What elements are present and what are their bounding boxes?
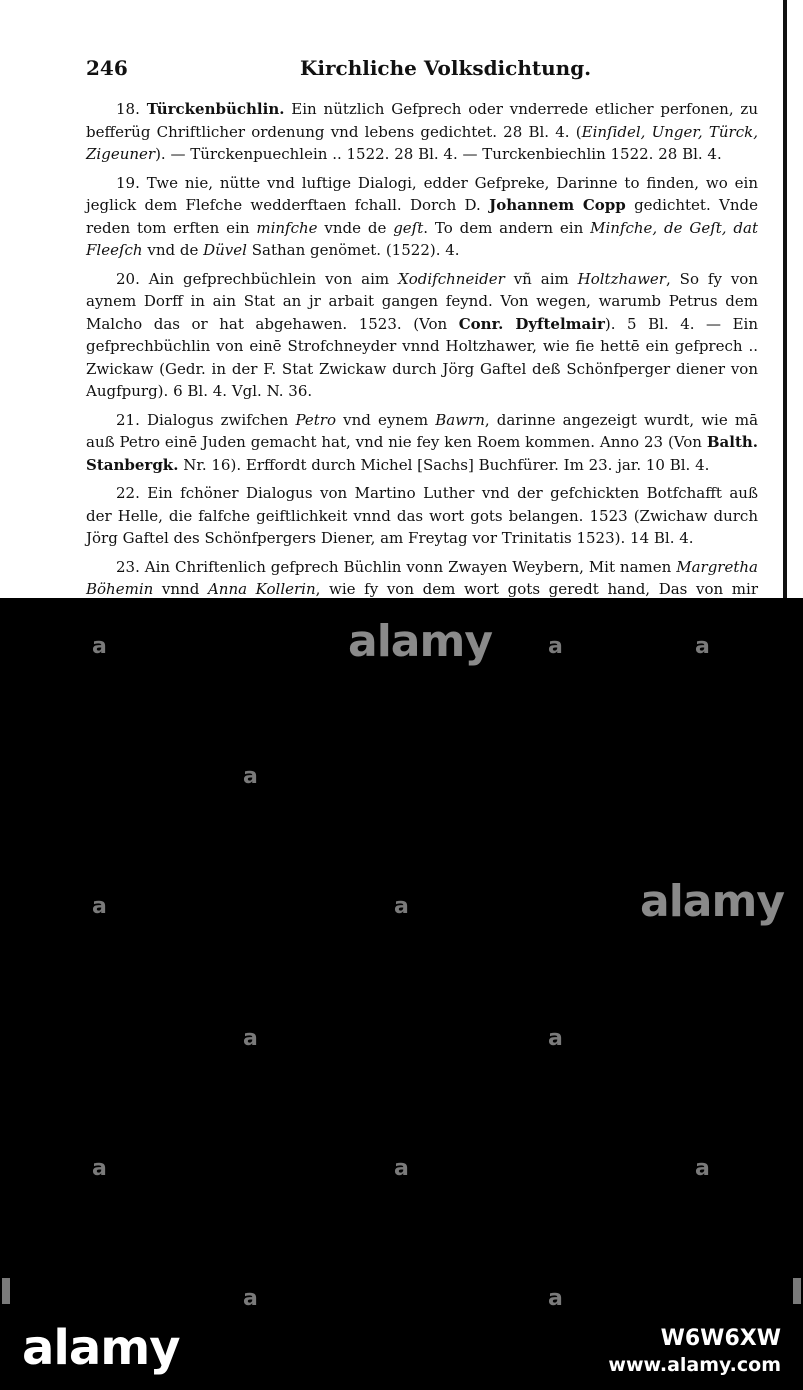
stock-footer [0,1316,803,1390]
black-masked-area [0,598,803,1390]
watermark-letter: a [243,1286,258,1311]
watermark-letter: a [243,1026,258,1051]
watermark-letter: a [92,634,107,659]
watermark-letter: a [548,634,563,659]
watermark-bar [793,1278,801,1304]
entry-19: 19. Twe nie, nütte vnd luftige Dialogi, edder Gefpreke, Darinne to finden, wo ein jeglick dem Flefche wedderftaen fchall. Dorch D. Johannem Copp gedichtet. Vnde reden tom erften ein minfche vnde de geſt. To dem andern ein Minfche, de Geſt, dat Fleeſch vnd de Düvel Sathan genömet. (1522). 4. [86,173,758,259]
watermark-letter: a [243,764,258,789]
watermark-letter: a [548,1286,563,1311]
watermark-letter: a [548,1026,563,1051]
alamy-logo: alamy [22,1320,180,1376]
page-number: 246 [86,56,128,80]
watermark-letter: a [695,634,710,659]
entry-23: 23. Ain Chriftenlich gefprech Büchlin vonn Zwayen Weybern, Mit namen Margretha Böhemin vnnd Anna Kollerin, wie fy von dem wort gots geredt hand, Das von mir [86,557,758,598]
entry-list [86,98,758,598]
watermark-logo: alamy [640,876,784,927]
watermark-letter: a [394,894,409,919]
image-id: W6W6XW [660,1326,781,1351]
watermark-bar [2,1278,10,1304]
scanned-page [0,0,803,598]
entry-22: 22. Ein fchöner Dialogus von Martino Luther vnd der gefchickten Botfchafft auß der Helle, die falfche geiftlichkeit vnnd das wort gots belangen. 1523 (Zwichaw durch Jörg Gaftel des Schönfpergers Diener, am Freytag vor Trinitatis 1523). 14 Bl. 4. [86,484,758,547]
running-title: Kirchliche Volksdichtung. [300,56,592,80]
entry-21: 21. Dialogus zwifchen Petro vnd eynem Bawrn, darinne angezeigt wurdt, wie mā auß Petro einē Juden gemacht hat, vnd nie fey ken Roem kommen. Anno 23 (Von Balth. Stanbergk. Nr. 16). Erffordt durch Michel [Sachs] Buchfürer. Im 23. jar. 10 Bl. 4. [86,410,759,474]
entry-18: 18. Türckenbüchlin. Ein nützlich Gefprech oder vnderrede etlicher perfonen, zu befferüg Chriftlicher ordenung vnd lebens gedichtet. 28 Bl. 4. (Einſidel, Unger, Türck, Zigeuner). — Türckenpuechlein .. 1522. 28 Bl. 4. — Turckenbiechlin 1522. 28 Bl. 4. [86,100,758,163]
watermark-letter: a [394,1156,409,1181]
page-header [86,56,746,86]
entry-20: 20. Ain gefprechbüchlein von aim Xodifchneider vñ aim Holtzhawer, So fy von aynem Dorff in ain Stat an jr arbait gangen feynd. Von wegen, warumb Petrus dem Malcho das or hat abgehawen. 1523. (Von Conr. Dyftelmair). 5 Bl. 4. — Ein gefprechbüchlin von einē Strofchneyder vnnd Holtzhawer, wie fie hettē ein gefprech .. Zwickaw (Gedr. in der F. Stat Zwickaw durch Jörg Gaftel deß Schönfperger diener von Augfpurg). 6 Bl. 4. Vgl. N. 36. [86,269,759,400]
watermark-letter: a [92,894,107,919]
watermark-letter: a [92,1156,107,1181]
site-url: www.alamy.com [608,1354,781,1376]
page-edge-shadow [783,0,787,598]
watermark-logo: alamy [348,616,492,667]
watermark-letter: a [695,1156,710,1181]
